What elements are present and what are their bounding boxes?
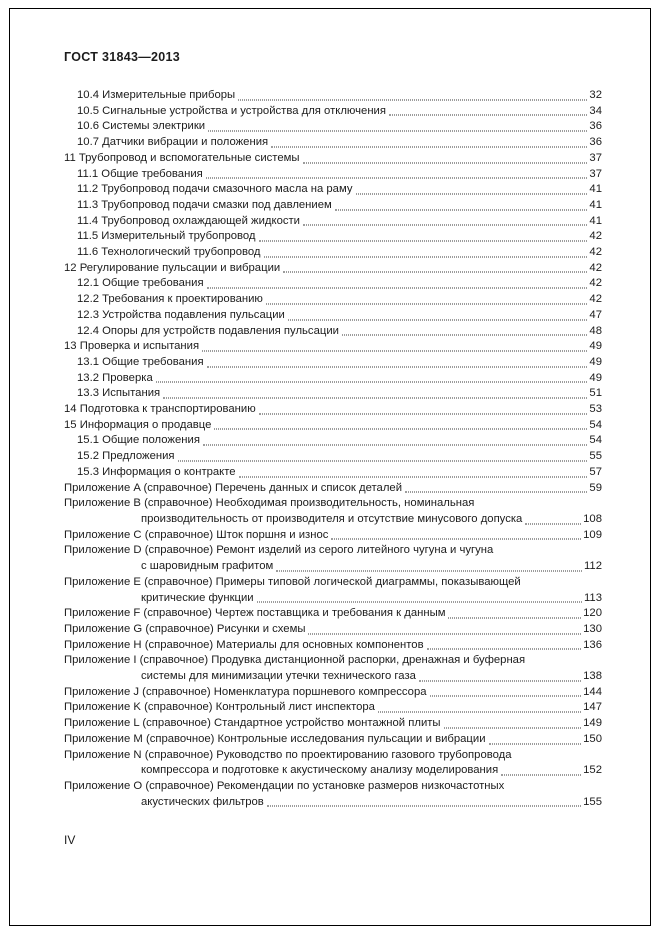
toc-page-number: 42 — [589, 277, 602, 290]
toc-entry-label: с шаровидным графитом — [141, 560, 274, 573]
toc-page-number: 53 — [589, 403, 602, 416]
toc-page-number: 42 — [589, 246, 602, 259]
toc-dots-leader — [276, 556, 582, 572]
toc-entry-label: 11.2 Трубопровод подачи смазочного масла на раму — [77, 183, 353, 196]
toc-dots-leader — [303, 210, 587, 226]
toc-entry-label: Приложение N (справочное) Руководство по проектированию газового трубопровода — [64, 748, 512, 761]
toc-entry-label: 13 Проверка и испытания — [64, 340, 200, 353]
toc-entry-label: Приложение K (справочное) Контрольный лист инспектора — [64, 701, 375, 714]
toc-dots-leader — [288, 304, 588, 320]
toc-entry-label: 11.5 Измерительный трубопровод — [77, 230, 256, 243]
toc-page-number: 55 — [589, 450, 602, 463]
toc-page-number: 37 — [589, 151, 602, 164]
toc-dots-leader — [308, 618, 581, 634]
toc-dots-leader — [259, 399, 588, 415]
toc-entry-label: 11.4 Трубопровод охлаждающей жидкости — [77, 214, 300, 227]
toc-page-number: 155 — [583, 795, 602, 808]
toc-entry-label: Приложение H (справочное) Материалы для основных компонентов — [64, 638, 424, 651]
toc-page-number: 41 — [589, 198, 602, 211]
toc-entry-label: Приложение C (справочное) Шток поршня и износ — [64, 528, 329, 541]
toc-dots-leader — [202, 336, 587, 352]
toc-dots-leader — [267, 791, 581, 807]
toc-entry-label: 11.3 Трубопровод подачи смазки под давлением — [77, 198, 332, 211]
toc-page-number: 42 — [589, 261, 602, 274]
toc-entry-label: Приложение J (справочное) Номенклатура поршневого компрессора — [64, 685, 427, 698]
toc-entry-label: Приложение I (справочное) Продувка дистанционной распорки, дренажная и буферная — [64, 654, 526, 667]
toc-dots-leader — [257, 587, 582, 603]
toc-dots-leader — [156, 367, 588, 383]
toc-page-number: 130 — [583, 622, 602, 635]
toc-entry-label: системы для минимизации утечки технического газа — [141, 670, 416, 683]
toc-entry-label: 13.1 Общие требования — [77, 355, 204, 368]
toc-entry-label: 13.2 Проверка — [77, 371, 153, 384]
toc-entry — [64, 559, 602, 575]
toc-page-number: 48 — [589, 324, 602, 337]
toc-dots-leader — [271, 132, 587, 148]
toc-dots-leader — [389, 100, 587, 116]
toc-entry-label: 11.1 Общие требования — [77, 167, 203, 180]
toc-entry-label: компрессора и подготовке к акустическому анализу моделирования — [141, 764, 499, 777]
toc-dots-leader — [207, 351, 588, 367]
toc-entry — [64, 528, 602, 544]
toc-entry-label: 12 Регулирование пульсации и вибрации — [64, 261, 281, 274]
toc-dots-leader — [203, 430, 587, 446]
toc-entry — [64, 763, 602, 779]
toc-entry-label: Приложение B (справочное) Необходимая производительность, номинальная — [64, 497, 475, 510]
toc-entry-label: Приложение G (справочное) Рисунки и схемы — [64, 622, 306, 635]
toc-page-number: 136 — [583, 638, 602, 651]
toc-page-number: 49 — [589, 371, 602, 384]
toc-page-number: 54 — [589, 418, 602, 431]
toc-dots-leader — [525, 508, 581, 524]
toc-dots-leader — [427, 634, 582, 650]
toc-entry-label: 10.4 Измерительные приборы — [77, 89, 236, 101]
toc-dots-leader — [489, 728, 582, 744]
toc-page-number: 152 — [583, 764, 602, 777]
toc-dots-leader — [430, 681, 582, 697]
toc-entry-label: 14 Подготовка к транспортированию — [64, 403, 256, 416]
toc-page-number: 47 — [589, 308, 602, 321]
toc-entry-label: 10.6 Системы электрики — [77, 120, 206, 133]
toc-entry-label: акустических фильтров — [141, 795, 264, 808]
toc-page-number: 34 — [589, 104, 602, 117]
toc-dots-leader — [208, 116, 587, 132]
toc-page-number: 54 — [589, 434, 602, 447]
toc-entry — [64, 638, 602, 654]
toc-page-number: 120 — [583, 607, 602, 620]
toc-entry-label: 11.6 Технологический трубопровод — [77, 246, 261, 259]
toc-entry-label: Приложение M (справочное) Контрольные исследования пульсации и вибрации — [64, 732, 486, 745]
toc-dots-leader — [378, 697, 581, 713]
toc-page-number: 144 — [583, 685, 602, 698]
toc-dots-leader — [178, 446, 588, 462]
toc-dots-leader — [419, 666, 581, 682]
toc-dots-leader — [283, 257, 587, 273]
toc-entry-label: Приложение O (справочное) Рекомендации по установке размеров низкочастотных — [64, 779, 505, 792]
toc-entry-label: 12.1 Общие требования — [77, 277, 204, 290]
toc-entry-first-line — [64, 496, 602, 512]
toc-entry-label: 11 Трубопровод и вспомогательные системы — [64, 151, 300, 164]
toc-page-number: 42 — [589, 230, 602, 243]
toc-page-number: 41 — [589, 183, 602, 196]
toc-page-number: 150 — [583, 732, 602, 745]
toc-dots-leader — [342, 320, 587, 336]
toc-entry-label: Приложение D (справочное) Ремонт изделий из серого литейного чугуна и чугуна — [64, 544, 494, 557]
toc-dots-leader — [214, 414, 587, 430]
toc-dots-leader — [501, 760, 581, 776]
toc-entry-label: Приложение A (справочное) Перечень данных и список деталей — [64, 481, 403, 494]
page-number-footer: IV — [64, 833, 76, 847]
toc-entry — [64, 795, 602, 811]
toc-page-number: 37 — [589, 167, 602, 180]
toc-page-number: 112 — [583, 560, 602, 573]
toc-entry-label: 10.5 Сигнальные устройства и устройства для отключения — [77, 104, 386, 117]
toc-page-number: 149 — [583, 717, 602, 730]
toc-dots-leader — [331, 524, 581, 540]
toc-dots-leader — [239, 461, 588, 477]
toc-entry-label: 15.3 Информация о контракте — [77, 465, 236, 478]
toc-page-number: 36 — [589, 120, 602, 133]
toc-entry-label: 13.3 Испытания — [77, 387, 161, 400]
toc-page-number: 49 — [589, 340, 602, 353]
toc-dots-leader — [264, 242, 588, 258]
toc-page-number: 42 — [589, 293, 602, 306]
toc-page-number: 59 — [589, 481, 602, 494]
toc-entry-label: Приложение E (справочное) Примеры типовой логической диаграммы, показывающей — [64, 575, 521, 588]
toc-entry-label: Приложение F (справочное) Чертеж поставщика и требования к данным — [64, 607, 446, 620]
toc-page-number: 51 — [589, 387, 602, 400]
toc-page-number: 108 — [583, 512, 602, 525]
table-of-contents — [64, 88, 602, 810]
toc-entry-label: 12.4 Опоры для устройств подавления пульсации — [77, 324, 339, 337]
toc-dots-leader — [303, 147, 588, 163]
toc-dots-leader — [238, 85, 587, 101]
toc-entry-label: 10.7 Датчики вибрации и положения — [77, 136, 269, 149]
toc-page-number: 49 — [589, 355, 602, 368]
toc-page-number: 109 — [583, 528, 602, 541]
toc-page-number: 36 — [589, 136, 602, 149]
toc-entry-label: Приложение L (справочное) Стандартное устройство монтажной плиты — [64, 717, 441, 730]
toc-dots-leader — [444, 713, 582, 729]
toc-dots-leader — [206, 163, 588, 179]
toc-entry-label: производительность от производителя и отсутствие минусового допуска — [141, 512, 523, 525]
toc-page-number: 57 — [589, 465, 602, 478]
toc-page-number: 32 — [589, 89, 602, 101]
toc-entry-label: 15.2 Предложения — [77, 450, 175, 463]
toc-dots-leader — [266, 289, 588, 305]
toc-entry-label: 12.2 Требования к проектированию — [77, 293, 263, 306]
toc-dots-leader — [259, 226, 588, 242]
toc-dots-leader — [163, 383, 587, 399]
toc-entry — [64, 732, 602, 748]
toc-dots-leader — [405, 477, 587, 493]
toc-dots-leader — [207, 273, 588, 289]
toc-entry — [64, 481, 602, 497]
toc-dots-leader — [448, 603, 581, 619]
toc-page-number: 41 — [589, 214, 602, 227]
toc-page-number: 113 — [583, 591, 602, 604]
toc-entry-label: 15.1 Общие положения — [77, 434, 200, 447]
toc-page-number: 138 — [583, 670, 602, 683]
toc-page-number: 147 — [583, 701, 602, 714]
toc-dots-leader — [356, 179, 588, 195]
toc-entry-label: 12.3 Устройства подавления пульсации — [77, 308, 285, 321]
toc-dots-leader — [335, 194, 588, 210]
document-code-header: ГОСТ 31843—2013 — [64, 50, 181, 64]
toc-entry-label: 15 Информация о продавце — [64, 418, 212, 431]
toc-entry-label: критические функции — [141, 591, 254, 604]
